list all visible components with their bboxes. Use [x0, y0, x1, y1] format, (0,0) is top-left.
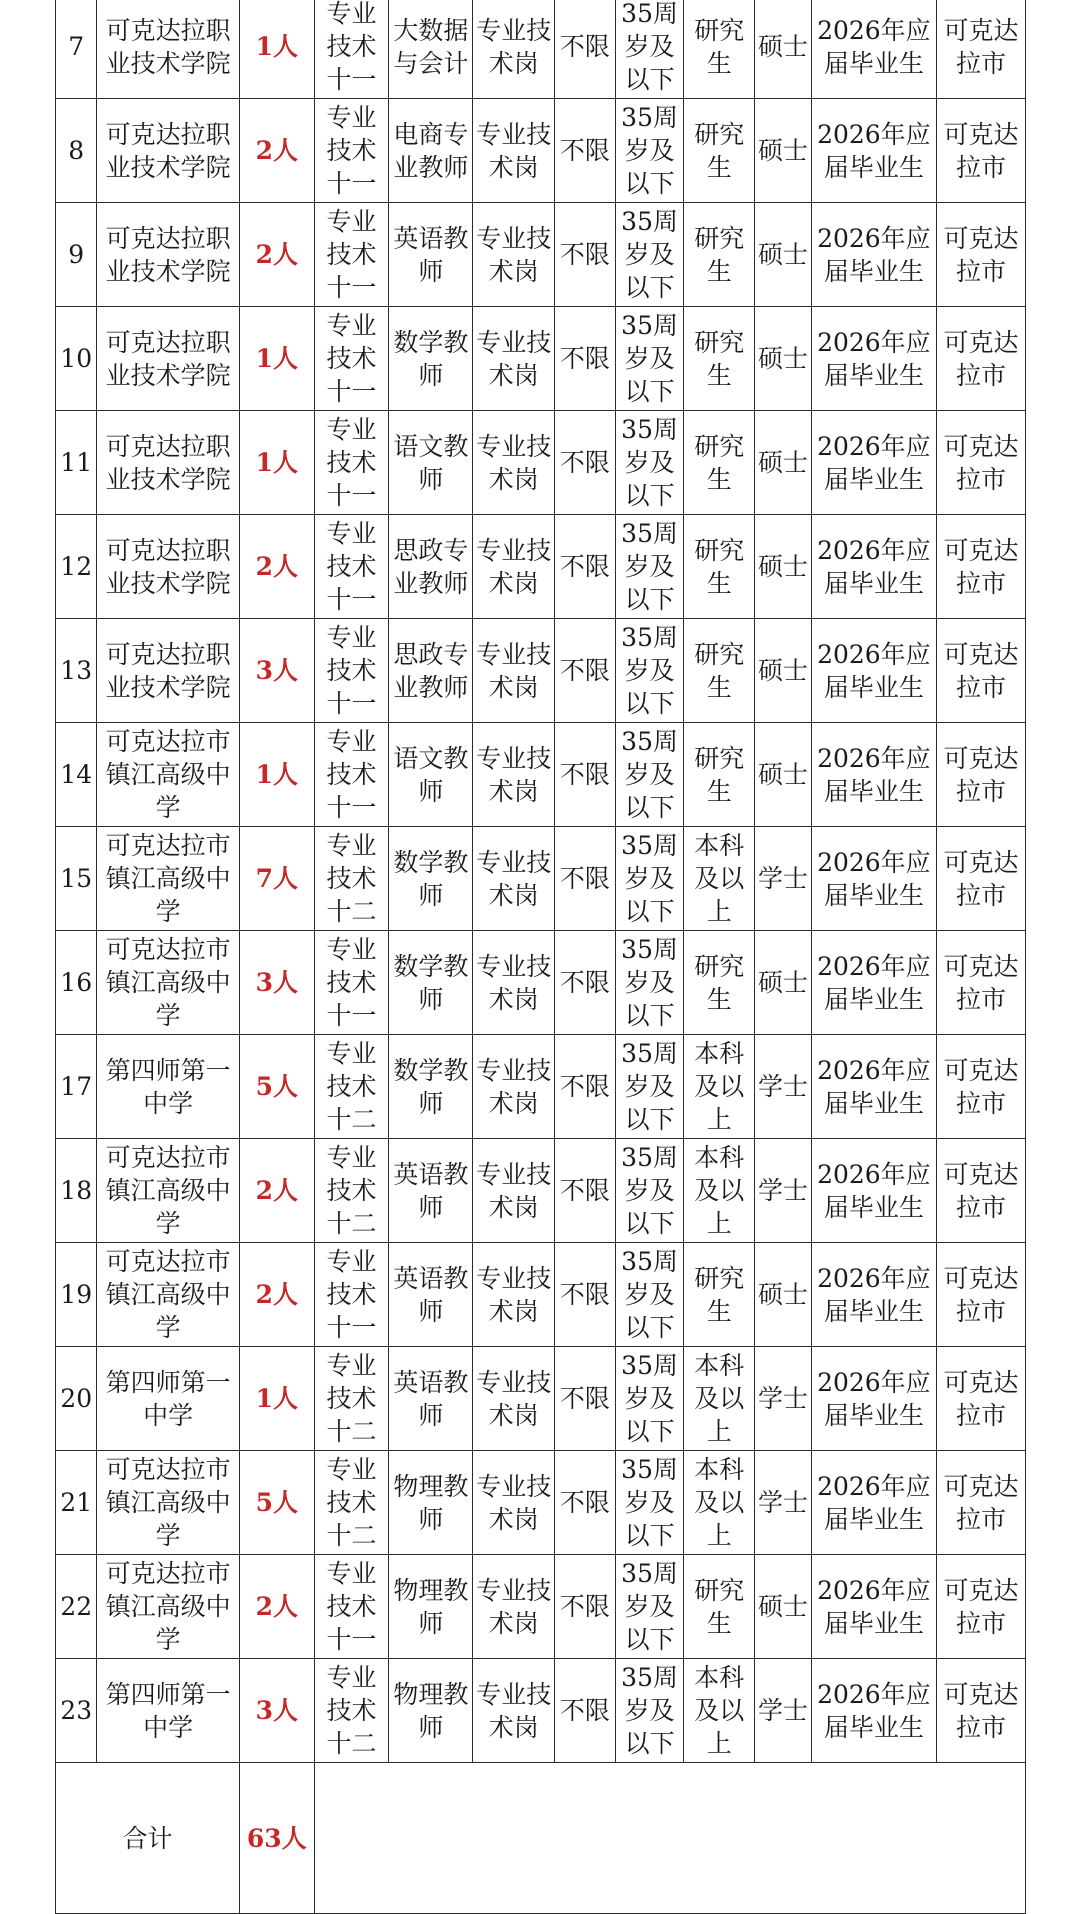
degree-requirement: 硕士: [755, 931, 812, 1035]
post-category: 专业技术岗: [473, 307, 555, 411]
post-level: 专业技术十一: [314, 0, 389, 99]
age-requirement: 35周岁及以下: [615, 1139, 684, 1243]
post-name: 语文教师: [389, 723, 473, 827]
post-name: 物理教师: [389, 1659, 473, 1763]
post-category: 专业技术岗: [473, 1555, 555, 1659]
post-category: 专业技术岗: [473, 1347, 555, 1451]
post-level: 专业技术十二: [314, 1139, 389, 1243]
post-level: 专业技术十一: [314, 411, 389, 515]
graduate-requirement: 2026年应届毕业生: [811, 0, 936, 99]
work-location: 可克达拉市: [937, 1659, 1026, 1763]
degree-requirement: 硕士: [755, 515, 812, 619]
education-requirement: 研究生: [684, 99, 755, 203]
post-level: 专业技术十二: [314, 1451, 389, 1555]
post-level: 专业技术十一: [314, 723, 389, 827]
degree-requirement: 硕士: [755, 411, 812, 515]
education-requirement: 研究生: [684, 307, 755, 411]
graduate-requirement: 2026年应届毕业生: [811, 1659, 936, 1763]
work-location: 可克达拉市: [937, 1243, 1026, 1347]
age-requirement: 35周岁及以下: [615, 619, 684, 723]
post-level: 专业技术十二: [314, 827, 389, 931]
degree-requirement: 硕士: [755, 619, 812, 723]
post-level: 专业技术十一: [314, 515, 389, 619]
post-category: 专业技术岗: [473, 1035, 555, 1139]
major-requirement: 不限: [555, 0, 616, 99]
degree-requirement: 硕士: [755, 1243, 812, 1347]
employer-unit: 可克达拉市镇江高级中学: [97, 1139, 239, 1243]
recruitment-table: [55, 0, 1026, 1914]
post-category: 专业技术岗: [473, 411, 555, 515]
age-requirement: 35周岁及以下: [615, 1347, 684, 1451]
post-category: 专业技术岗: [473, 515, 555, 619]
graduate-requirement: 2026年应届毕业生: [811, 99, 936, 203]
post-category: 专业技术岗: [473, 1243, 555, 1347]
post-level: 专业技术十一: [314, 619, 389, 723]
major-requirement: 不限: [555, 1035, 616, 1139]
post-category: 专业技术岗: [473, 99, 555, 203]
row-number: 14: [56, 723, 97, 827]
row-number: 16: [56, 931, 97, 1035]
education-requirement: 本科及以上: [684, 1451, 755, 1555]
graduate-requirement: 2026年应届毕业生: [811, 723, 936, 827]
post-name: 数学教师: [389, 931, 473, 1035]
employer-unit: 第四师第一中学: [97, 1035, 239, 1139]
post-name: 思政专业教师: [389, 515, 473, 619]
row-number: 21: [56, 1451, 97, 1555]
major-requirement: 不限: [555, 1243, 616, 1347]
row-number: 22: [56, 1555, 97, 1659]
education-requirement: 研究生: [684, 1243, 755, 1347]
graduate-requirement: 2026年应届毕业生: [811, 411, 936, 515]
degree-requirement: 学士: [755, 1451, 812, 1555]
headcount: 3人: [239, 931, 314, 1035]
headcount: 1人: [239, 307, 314, 411]
age-requirement: 35周岁及以下: [615, 515, 684, 619]
work-location: 可克达拉市: [937, 723, 1026, 827]
post-category: 专业技术岗: [473, 619, 555, 723]
employer-unit: 可克达拉市镇江高级中学: [97, 1451, 239, 1555]
age-requirement: 35周岁及以下: [615, 1555, 684, 1659]
employer-unit: 可克达拉职业技术学院: [97, 411, 239, 515]
major-requirement: 不限: [555, 931, 616, 1035]
total-count: 63人: [239, 1763, 314, 1914]
row-number: 9: [56, 203, 97, 307]
headcount: 5人: [239, 1035, 314, 1139]
major-requirement: 不限: [555, 619, 616, 723]
post-name: 数学教师: [389, 827, 473, 931]
table-body: [56, 0, 1026, 1763]
work-location: 可克达拉市: [937, 1139, 1026, 1243]
row-number: 18: [56, 1139, 97, 1243]
major-requirement: 不限: [555, 1555, 616, 1659]
employer-unit: 可克达拉职业技术学院: [97, 0, 239, 99]
post-level: 专业技术十一: [314, 1243, 389, 1347]
employer-unit: 可克达拉职业技术学院: [97, 515, 239, 619]
employer-unit: 可克达拉职业技术学院: [97, 307, 239, 411]
major-requirement: 不限: [555, 411, 616, 515]
graduate-requirement: 2026年应届毕业生: [811, 931, 936, 1035]
age-requirement: 35周岁及以下: [615, 1035, 684, 1139]
work-location: 可克达拉市: [937, 411, 1026, 515]
row-number: 19: [56, 1243, 97, 1347]
employer-unit: 可克达拉职业技术学院: [97, 203, 239, 307]
table-row: [56, 723, 1026, 827]
major-requirement: 不限: [555, 307, 616, 411]
education-requirement: 研究生: [684, 515, 755, 619]
work-location: 可克达拉市: [937, 1035, 1026, 1139]
work-location: 可克达拉市: [937, 1451, 1026, 1555]
total-row: [56, 1763, 1026, 1914]
row-number: 11: [56, 411, 97, 515]
work-location: 可克达拉市: [937, 0, 1026, 99]
work-location: 可克达拉市: [937, 1347, 1026, 1451]
headcount: 2人: [239, 203, 314, 307]
education-requirement: 研究生: [684, 0, 755, 99]
table-row: [56, 203, 1026, 307]
table-row: [56, 1035, 1026, 1139]
post-category: 专业技术岗: [473, 0, 555, 99]
degree-requirement: 学士: [755, 1035, 812, 1139]
age-requirement: 35周岁及以下: [615, 1659, 684, 1763]
table-row: [56, 1347, 1026, 1451]
education-requirement: 研究生: [684, 203, 755, 307]
degree-requirement: 硕士: [755, 1555, 812, 1659]
post-name: 英语教师: [389, 1347, 473, 1451]
graduate-requirement: 2026年应届毕业生: [811, 307, 936, 411]
education-requirement: 研究生: [684, 931, 755, 1035]
row-number: 12: [56, 515, 97, 619]
table-row: [56, 619, 1026, 723]
work-location: 可克达拉市: [937, 203, 1026, 307]
employer-unit: 可克达拉市镇江高级中学: [97, 723, 239, 827]
employer-unit: 可克达拉职业技术学院: [97, 619, 239, 723]
table-row: [56, 1139, 1026, 1243]
post-name: 电商专业教师: [389, 99, 473, 203]
post-level: 专业技术十二: [314, 1035, 389, 1139]
post-level: 专业技术十二: [314, 1347, 389, 1451]
employer-unit: 第四师第一中学: [97, 1659, 239, 1763]
work-location: 可克达拉市: [937, 515, 1026, 619]
post-name: 英语教师: [389, 1243, 473, 1347]
age-requirement: 35周岁及以下: [615, 203, 684, 307]
work-location: 可克达拉市: [937, 827, 1026, 931]
graduate-requirement: 2026年应届毕业生: [811, 1035, 936, 1139]
graduate-requirement: 2026年应届毕业生: [811, 619, 936, 723]
degree-requirement: 学士: [755, 827, 812, 931]
degree-requirement: 学士: [755, 1347, 812, 1451]
row-number: 17: [56, 1035, 97, 1139]
table-row: [56, 307, 1026, 411]
education-requirement: 研究生: [684, 723, 755, 827]
education-requirement: 本科及以上: [684, 1035, 755, 1139]
table-row: [56, 1451, 1026, 1555]
major-requirement: 不限: [555, 1347, 616, 1451]
education-requirement: 本科及以上: [684, 827, 755, 931]
education-requirement: 研究生: [684, 411, 755, 515]
graduate-requirement: 2026年应届毕业生: [811, 515, 936, 619]
major-requirement: 不限: [555, 1659, 616, 1763]
work-location: 可克达拉市: [937, 99, 1026, 203]
education-requirement: 本科及以上: [684, 1659, 755, 1763]
total-empty-cell: [314, 1763, 1025, 1914]
headcount: 3人: [239, 1659, 314, 1763]
headcount: 2人: [239, 515, 314, 619]
degree-requirement: 硕士: [755, 723, 812, 827]
post-name: 大数据与会计: [389, 0, 473, 99]
major-requirement: 不限: [555, 827, 616, 931]
age-requirement: 35周岁及以下: [615, 1451, 684, 1555]
graduate-requirement: 2026年应届毕业生: [811, 1451, 936, 1555]
post-category: 专业技术岗: [473, 1451, 555, 1555]
post-category: 专业技术岗: [473, 827, 555, 931]
employer-unit: 第四师第一中学: [97, 1347, 239, 1451]
headcount: 2人: [239, 1555, 314, 1659]
headcount: 1人: [239, 0, 314, 99]
row-number: 20: [56, 1347, 97, 1451]
row-number: 23: [56, 1659, 97, 1763]
employer-unit: 可克达拉市镇江高级中学: [97, 1555, 239, 1659]
employer-unit: 可克达拉市镇江高级中学: [97, 827, 239, 931]
post-level: 专业技术十一: [314, 99, 389, 203]
age-requirement: 35周岁及以下: [615, 723, 684, 827]
post-name: 英语教师: [389, 203, 473, 307]
table-row: [56, 0, 1026, 99]
age-requirement: 35周岁及以下: [615, 307, 684, 411]
post-level: 专业技术十一: [314, 1555, 389, 1659]
degree-requirement: 硕士: [755, 0, 812, 99]
post-name: 物理教师: [389, 1451, 473, 1555]
work-location: 可克达拉市: [937, 307, 1026, 411]
headcount: 2人: [239, 1139, 314, 1243]
major-requirement: 不限: [555, 99, 616, 203]
employer-unit: 可克达拉市镇江高级中学: [97, 931, 239, 1035]
employer-unit: 可克达拉市镇江高级中学: [97, 1243, 239, 1347]
table-row: [56, 827, 1026, 931]
post-level: 专业技术十二: [314, 1659, 389, 1763]
age-requirement: 35周岁及以下: [615, 1243, 684, 1347]
major-requirement: 不限: [555, 723, 616, 827]
education-requirement: 研究生: [684, 1555, 755, 1659]
post-name: 英语教师: [389, 1139, 473, 1243]
headcount: 2人: [239, 1243, 314, 1347]
education-requirement: 本科及以上: [684, 1139, 755, 1243]
age-requirement: 35周岁及以下: [615, 827, 684, 931]
education-requirement: 本科及以上: [684, 1347, 755, 1451]
graduate-requirement: 2026年应届毕业生: [811, 1243, 936, 1347]
table-row: [56, 515, 1026, 619]
major-requirement: 不限: [555, 515, 616, 619]
post-category: 专业技术岗: [473, 931, 555, 1035]
degree-requirement: 学士: [755, 1139, 812, 1243]
age-requirement: 35周岁及以下: [615, 931, 684, 1035]
major-requirement: 不限: [555, 1139, 616, 1243]
headcount: 3人: [239, 619, 314, 723]
post-name: 语文教师: [389, 411, 473, 515]
post-level: 专业技术十一: [314, 203, 389, 307]
age-requirement: 35周岁及以下: [615, 99, 684, 203]
graduate-requirement: 2026年应届毕业生: [811, 827, 936, 931]
headcount: 7人: [239, 827, 314, 931]
headcount: 1人: [239, 411, 314, 515]
major-requirement: 不限: [555, 203, 616, 307]
degree-requirement: 硕士: [755, 99, 812, 203]
graduate-requirement: 2026年应届毕业生: [811, 1555, 936, 1659]
post-category: 专业技术岗: [473, 1139, 555, 1243]
major-requirement: 不限: [555, 1451, 616, 1555]
table-row: [56, 1555, 1026, 1659]
post-category: 专业技术岗: [473, 723, 555, 827]
graduate-requirement: 2026年应届毕业生: [811, 1347, 936, 1451]
row-number: 8: [56, 99, 97, 203]
table-row: [56, 1659, 1026, 1763]
degree-requirement: 硕士: [755, 203, 812, 307]
table-row: [56, 931, 1026, 1035]
headcount: 5人: [239, 1451, 314, 1555]
table-row: [56, 99, 1026, 203]
work-location: 可克达拉市: [937, 1555, 1026, 1659]
work-location: 可克达拉市: [937, 931, 1026, 1035]
row-number: 13: [56, 619, 97, 723]
degree-requirement: 学士: [755, 1659, 812, 1763]
table-row: [56, 411, 1026, 515]
graduate-requirement: 2026年应届毕业生: [811, 203, 936, 307]
headcount: 2人: [239, 99, 314, 203]
post-category: 专业技术岗: [473, 1659, 555, 1763]
post-name: 思政专业教师: [389, 619, 473, 723]
row-number: 15: [56, 827, 97, 931]
post-name: 数学教师: [389, 307, 473, 411]
education-requirement: 研究生: [684, 619, 755, 723]
row-number: 10: [56, 307, 97, 411]
post-name: 数学教师: [389, 1035, 473, 1139]
headcount: 1人: [239, 1347, 314, 1451]
post-name: 物理教师: [389, 1555, 473, 1659]
degree-requirement: 硕士: [755, 307, 812, 411]
age-requirement: 35周岁及以下: [615, 411, 684, 515]
total-label: 合计: [56, 1763, 240, 1914]
graduate-requirement: 2026年应届毕业生: [811, 1139, 936, 1243]
age-requirement: 35周岁及以下: [615, 0, 684, 99]
work-location: 可克达拉市: [937, 619, 1026, 723]
headcount: 1人: [239, 723, 314, 827]
row-number: 7: [56, 0, 97, 99]
table-row: [56, 1243, 1026, 1347]
employer-unit: 可克达拉职业技术学院: [97, 99, 239, 203]
post-level: 专业技术十一: [314, 307, 389, 411]
post-category: 专业技术岗: [473, 203, 555, 307]
post-level: 专业技术十一: [314, 931, 389, 1035]
